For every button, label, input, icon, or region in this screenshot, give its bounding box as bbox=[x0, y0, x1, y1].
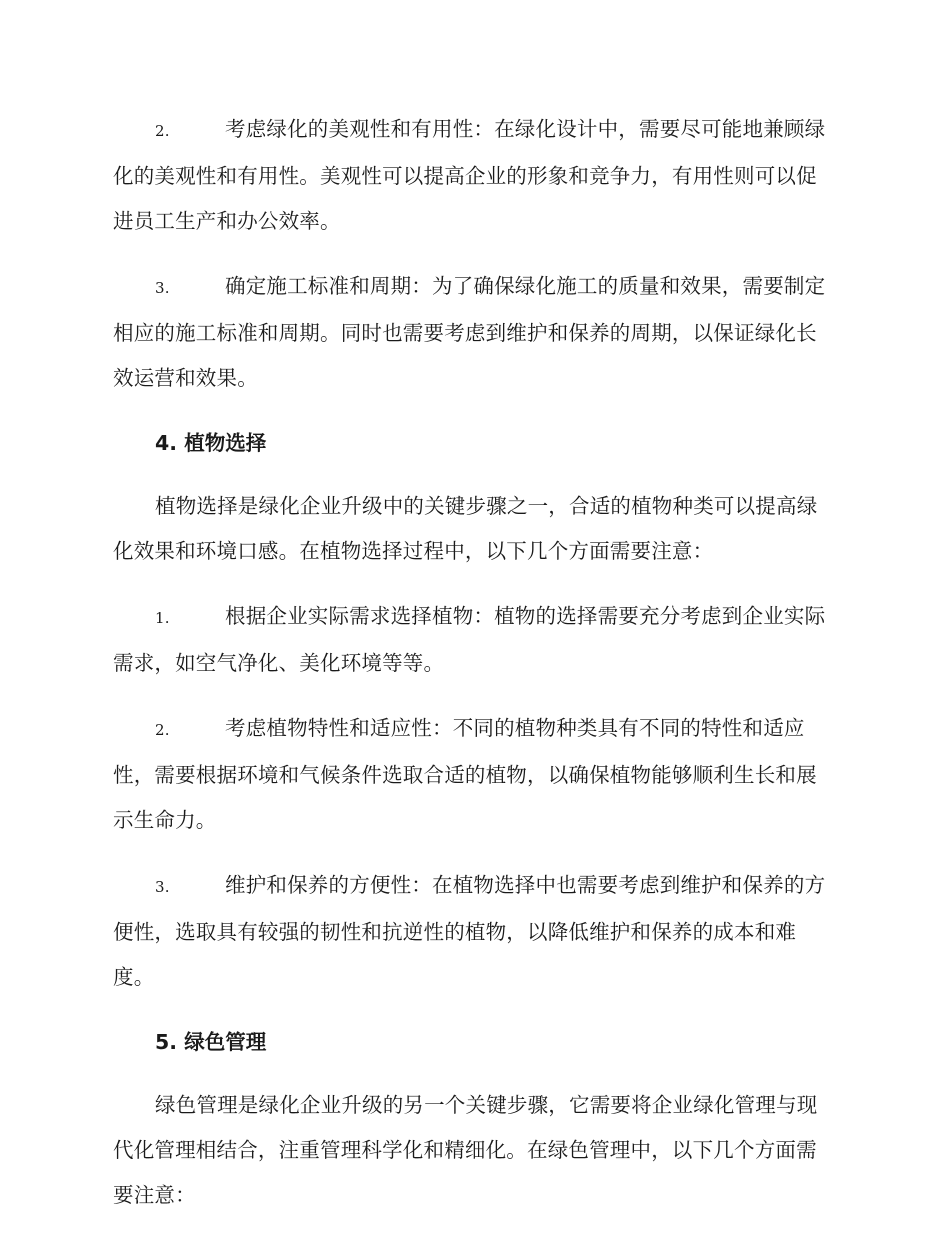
list-number: 3. bbox=[155, 878, 170, 896]
document-body bbox=[113, 107, 835, 1238]
list-item bbox=[113, 706, 835, 843]
list-number: 1. bbox=[155, 609, 170, 627]
section-heading-plant-selection: 4. 植物选择 bbox=[155, 431, 267, 455]
list-text: 维护和保养的方便性：在植物选择中也需要考虑到维护和保养的方便性，选取具有较强的韧性和抗逆性的植物，以降低维护和保养的成本和难度。 bbox=[113, 873, 826, 989]
list-item bbox=[113, 264, 835, 401]
section-heading-green-management: 5. 绿色管理 bbox=[155, 1030, 267, 1054]
list-item bbox=[113, 863, 835, 1000]
list-number: 2. bbox=[155, 721, 170, 739]
list-item bbox=[113, 107, 835, 244]
list-text: 考虑绿化的美观性和有用性：在绿化设计中，需要尽可能地兼顾绿化的美观性和有用性。美观性可以提高企业的形象和竞争力，有用性则可以促进员工生产和办公效率。 bbox=[113, 117, 826, 233]
list-number: 3. bbox=[155, 279, 170, 297]
list-item bbox=[113, 594, 835, 686]
list-text: 考虑植物特性和适应性：不同的植物种类具有不同的特性和适应性，需要根据环境和气候条件选取合适的植物，以确保植物能够顺利生长和展示生命力。 bbox=[113, 716, 817, 832]
section-intro-paragraph: 绿色管理是绿化企业升级的另一个关键步骤，它需要将企业绿化管理与现代化管理相结合，注重管理科学化和精细化。在绿色管理中，以下几个方面需要注意： bbox=[113, 1093, 818, 1207]
list-text: 根据企业实际需求选择植物：植物的选择需要充分考虑到企业实际需求，如空气净化、美化环境等等。 bbox=[113, 604, 826, 675]
section-intro-paragraph: 植物选择是绿化企业升级中的关键步骤之一，合适的植物种类可以提高绿化效果和环境口感。在植物选择过程中，以下几个方面需要注意： bbox=[113, 494, 818, 563]
list-text: 确定施工标准和周期：为了确保绿化施工的质量和效果，需要制定相应的施工标准和周期。同时也需要考虑到维护和保养的周期，以保证绿化长效运营和效果。 bbox=[113, 274, 826, 390]
list-number: 2. bbox=[155, 122, 170, 140]
